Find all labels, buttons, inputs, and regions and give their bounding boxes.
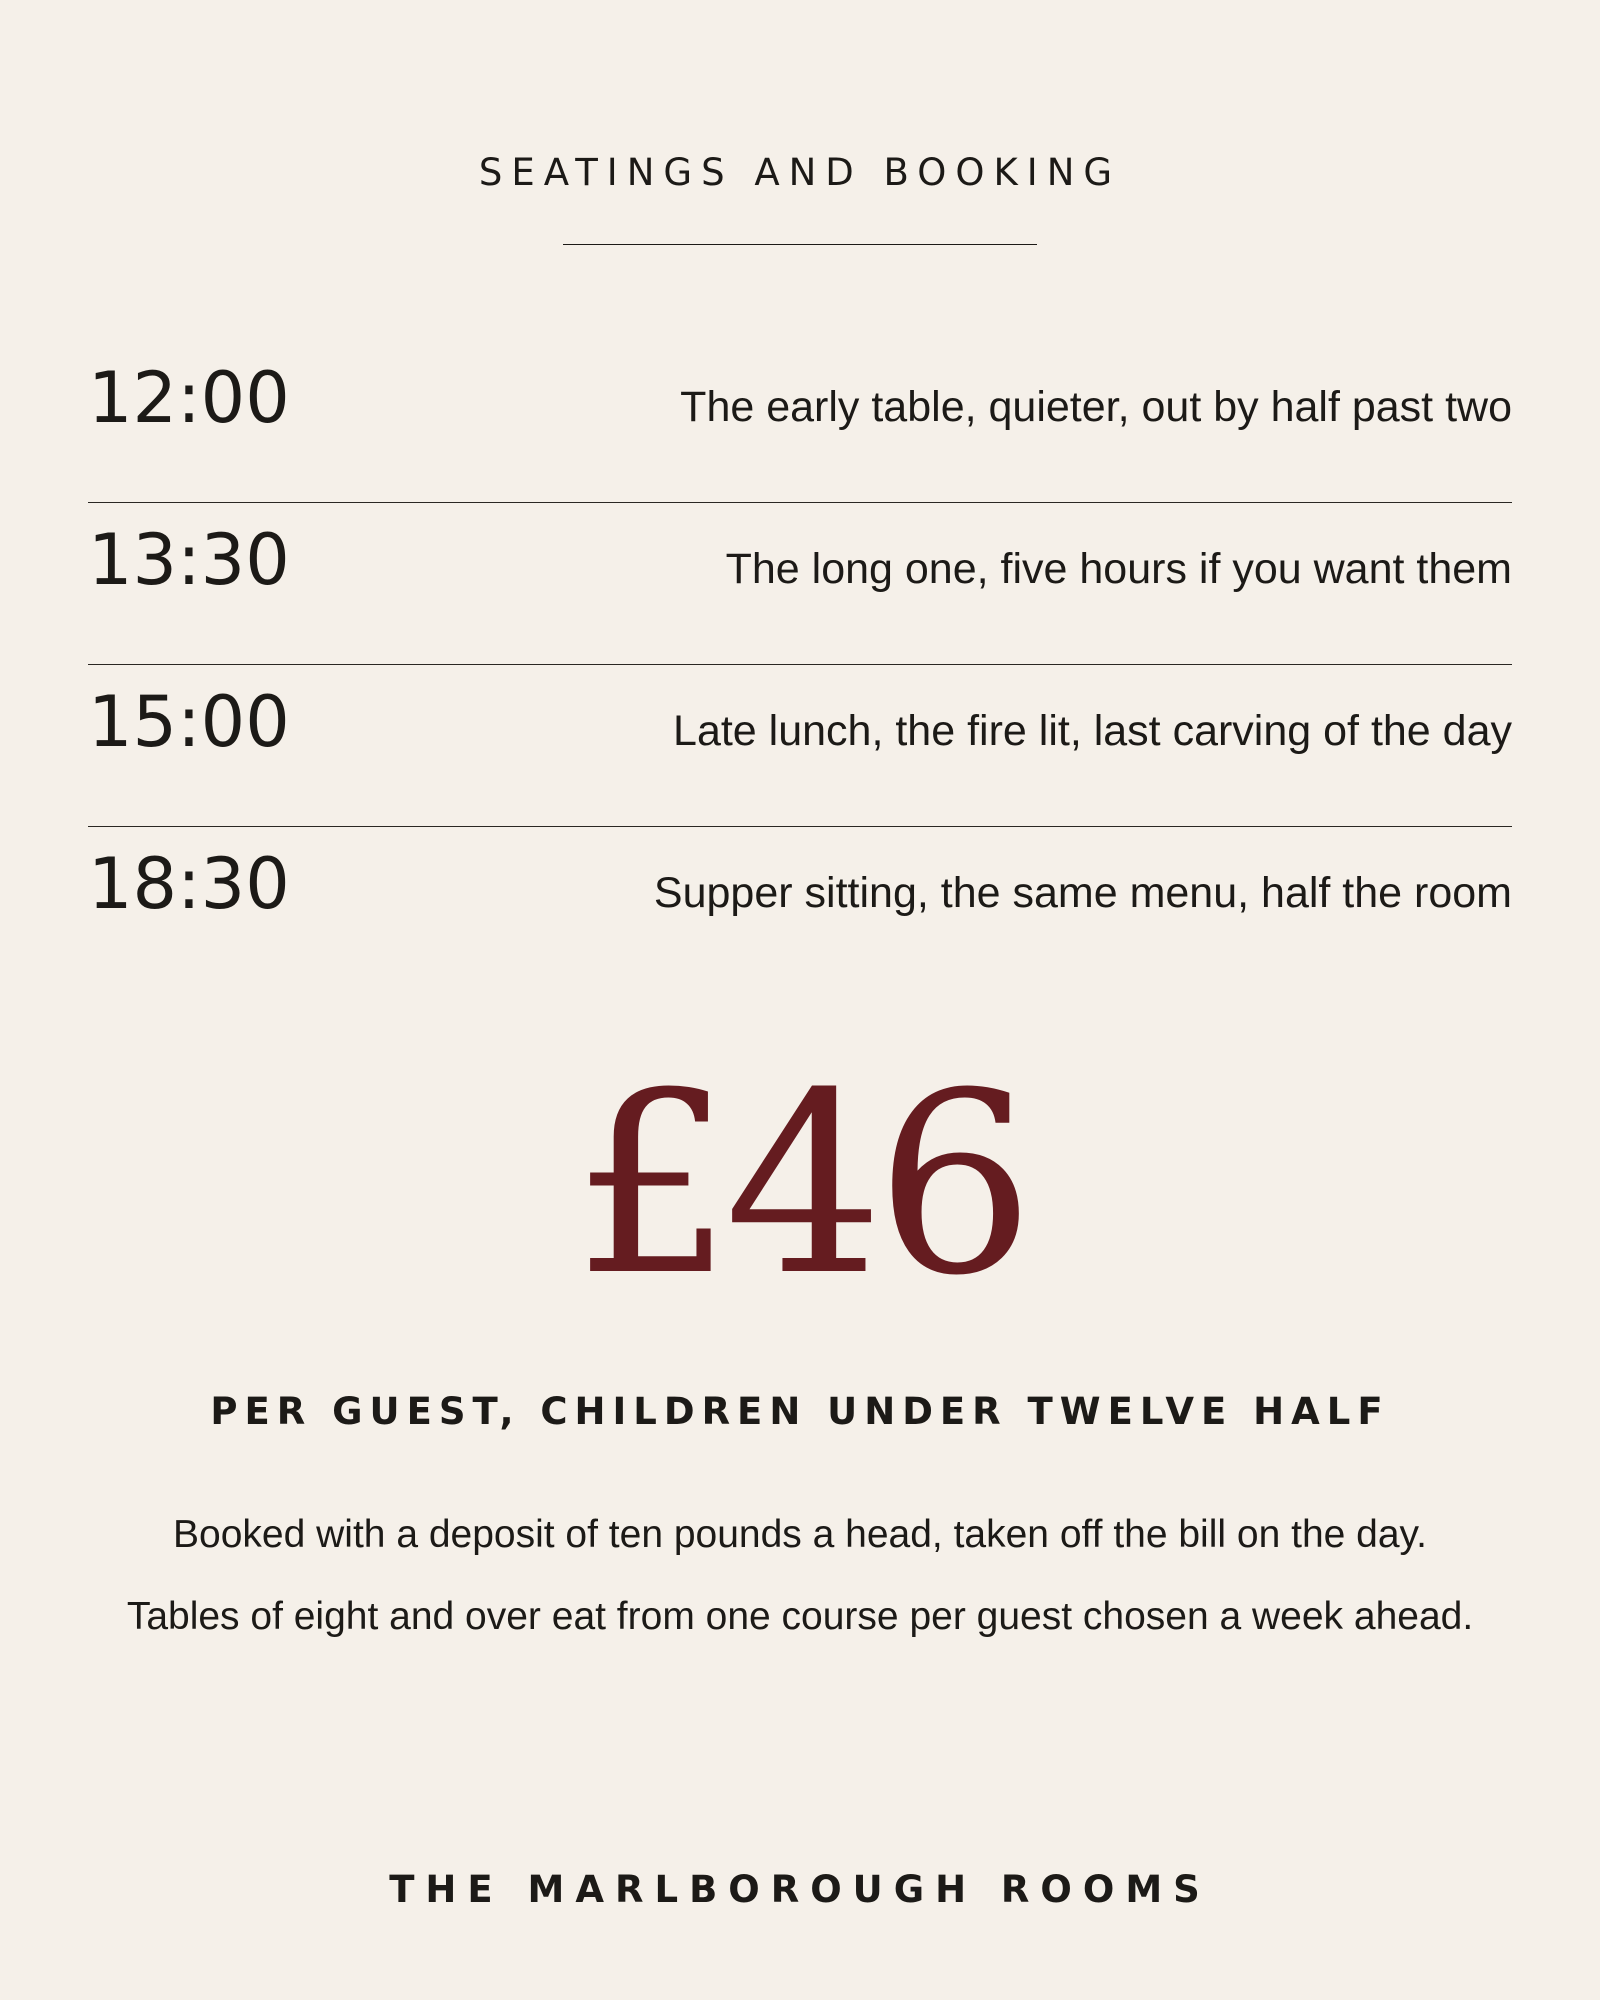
seating-row — [88, 665, 1512, 827]
seating-time: 13:30 — [88, 519, 290, 601]
seating-row — [88, 503, 1512, 665]
booking-line-deposit: Booked with a deposit of ten pounds a head, taken off the bill on the day. — [173, 1513, 1427, 1556]
seating-row — [88, 341, 1512, 503]
price-note: PER GUEST, CHILDREN UNDER TWELVE HALF — [210, 1390, 1390, 1433]
seating-description: The long one, five hours if you want them — [725, 545, 1512, 593]
price: £46 — [573, 1039, 1027, 1330]
title-divider — [563, 244, 1037, 245]
seating-description: Supper sitting, the same menu, half the room — [653, 869, 1512, 917]
booking-line-large-tables: Tables of eight and over eat from one course per guest chosen a week ahead. — [126, 1595, 1474, 1638]
page-title: SEATINGS AND BOOKING — [478, 151, 1122, 194]
seating-description: Late lunch, the fire lit, last carving of the day — [673, 707, 1512, 755]
seating-time: 15:00 — [88, 681, 290, 763]
venue-name: THE MARLBOROUGH ROOMS — [389, 1868, 1211, 1911]
seating-row — [88, 827, 1512, 989]
seating-time: 12:00 — [88, 357, 290, 439]
seating-time: 18:30 — [88, 843, 290, 925]
booking-terms — [0, 1494, 1600, 1658]
seating-description: The early table, quieter, out by half past two — [680, 383, 1512, 431]
seatings-list — [88, 341, 1512, 989]
